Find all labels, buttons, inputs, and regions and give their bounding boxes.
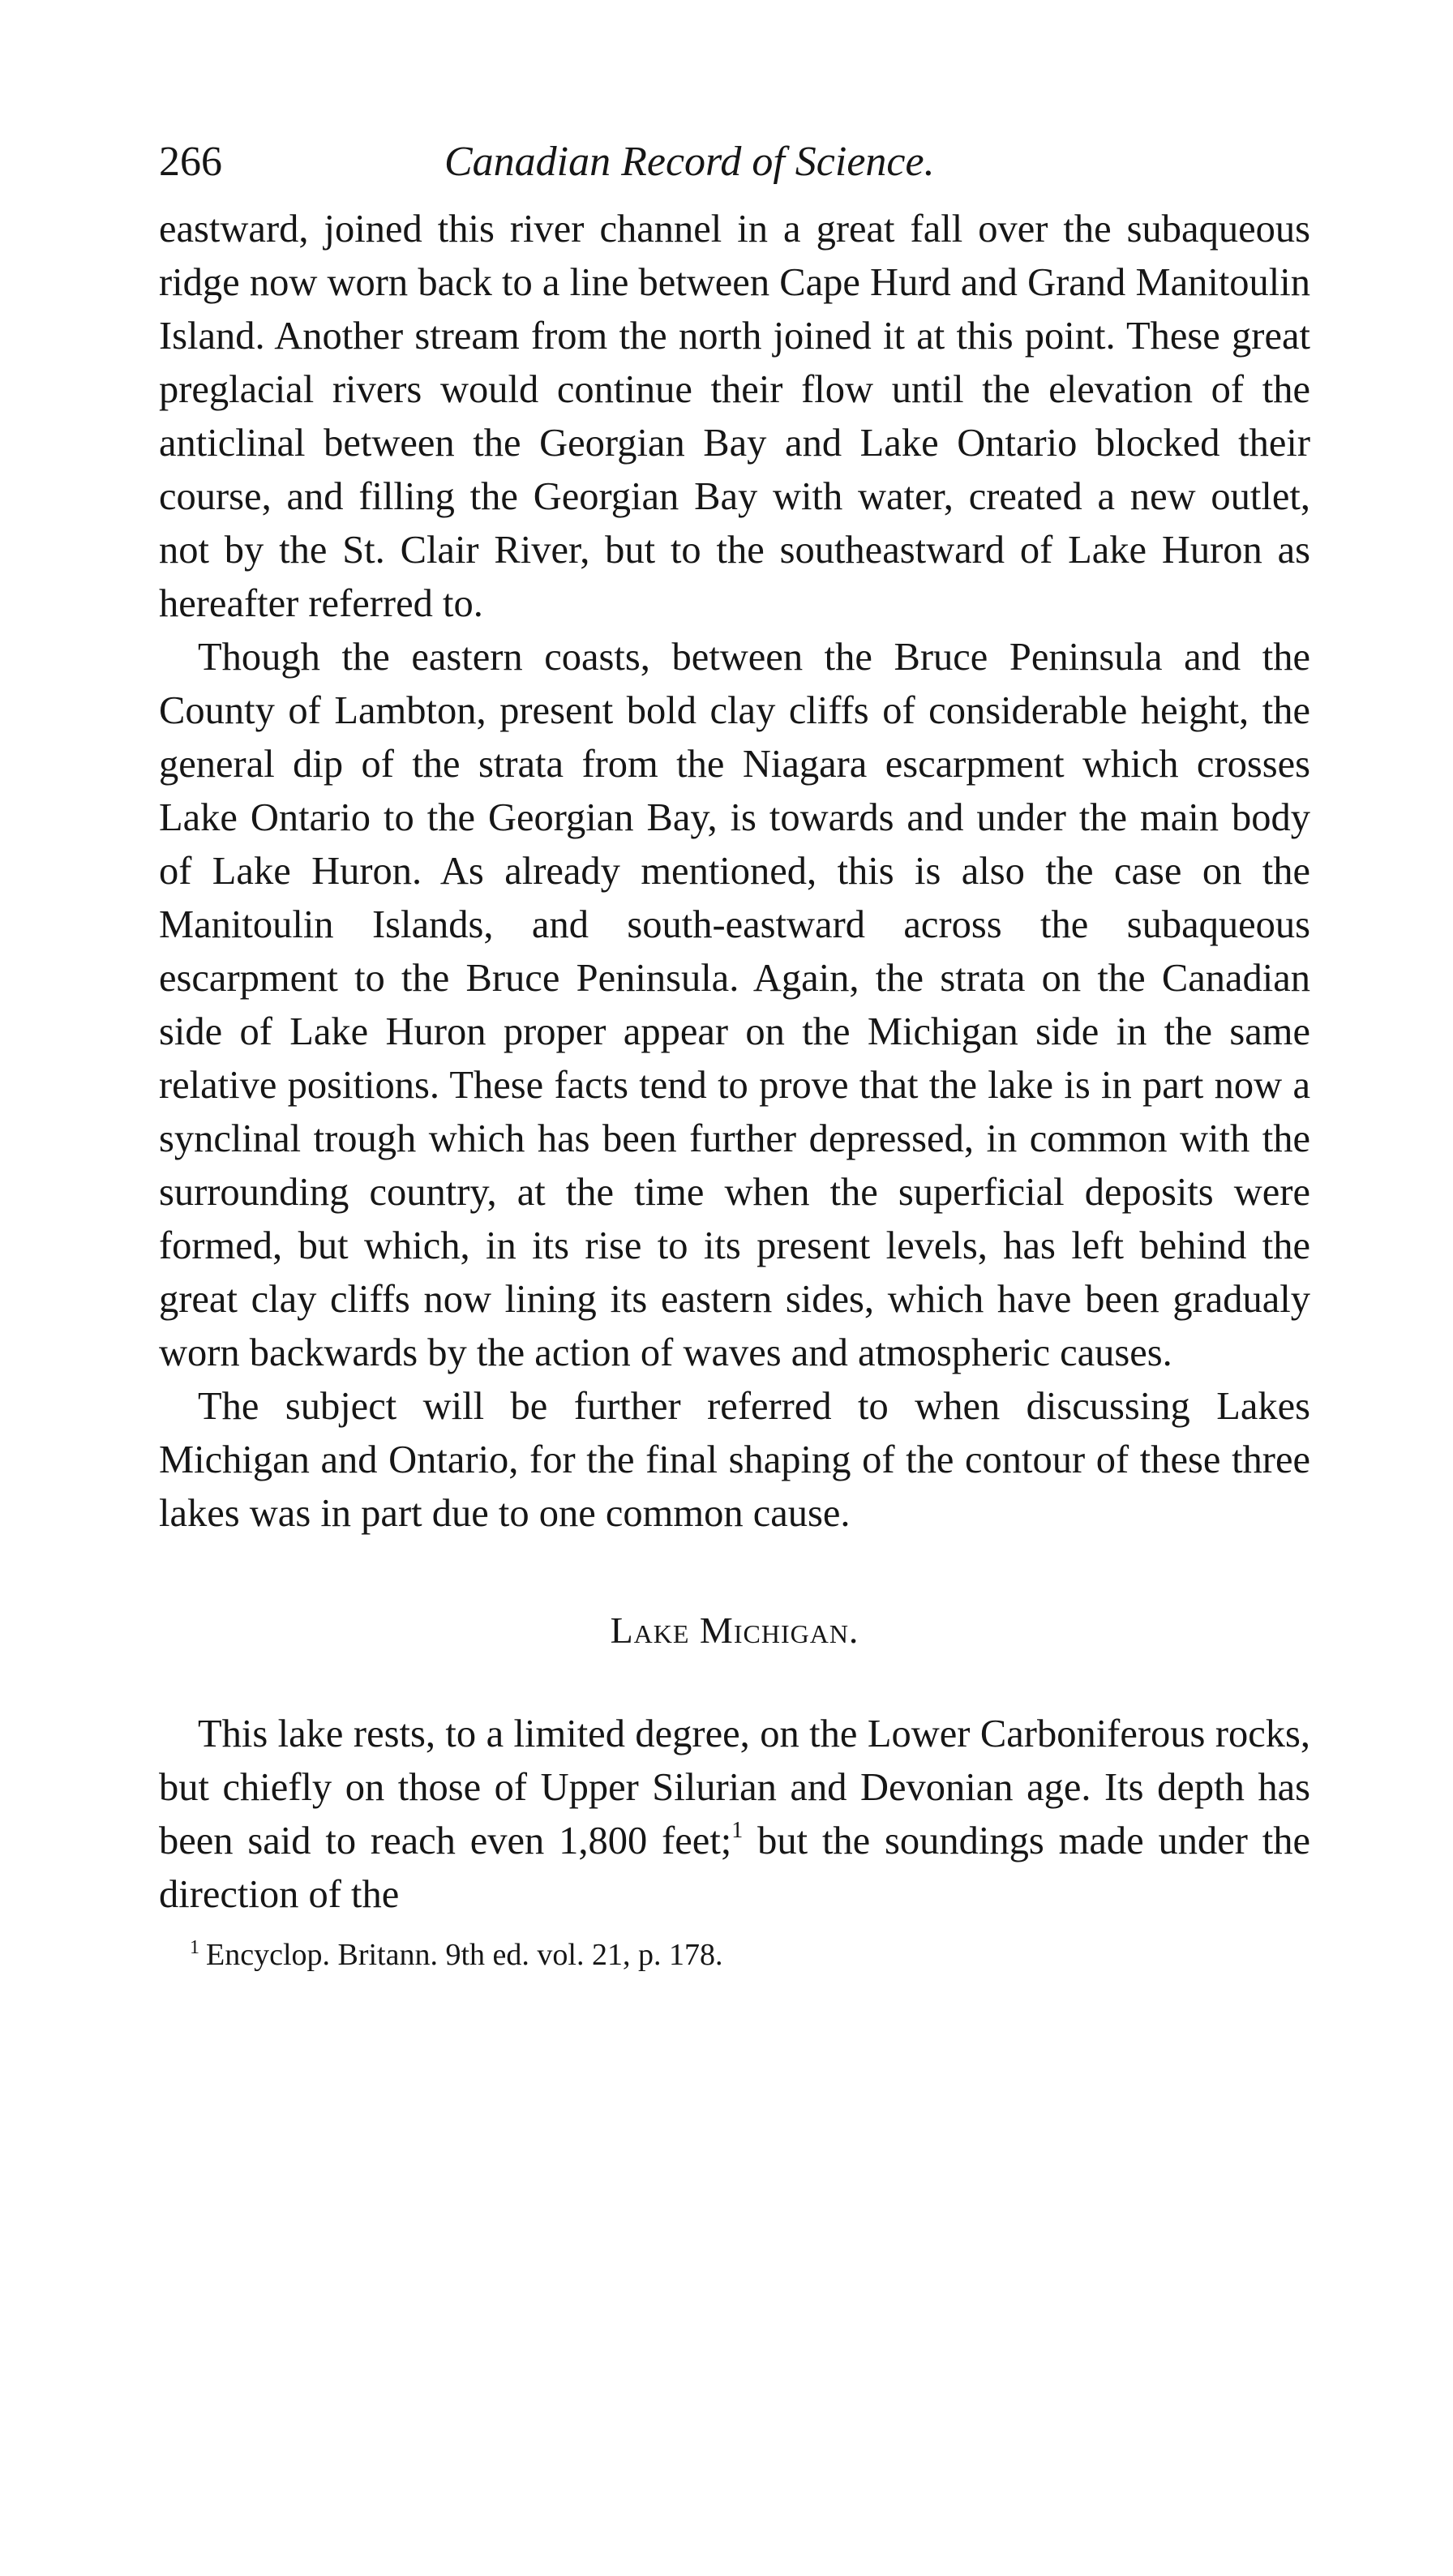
paragraph-4-tail: but the soundings made under the direction of the (159, 1819, 1310, 1916)
paragraph-4-text: This lake rests, to a limited degree, on the Lower Carboniferous rocks, but chiefly on those of Upper Silurian and Devonian age. Its depth has been said to reach even 1,800 feet; (159, 1712, 1310, 1862)
journal-title: Canadian Record of Science. (444, 139, 935, 185)
footnote-mark: 1 (190, 1937, 199, 1958)
paragraph-1: eastward, joined this river channel in a great fall over the subaqueous ridge now worn back to a line between Cape Hurd and Grand Manitoulin Island. Another stream from the north joined it at this point. These great preglacial rivers would continue their flow until the elevation of the anticlinal between the Georgian Bay and Lake Ontario blocked their course, and filling the Georgian Bay with water, created a new outlet, not by the St. Clair River, but to the southeastward of Lake Huron as hereafter referred to. (159, 208, 1310, 625)
paragraph-4 (159, 1708, 1310, 1922)
paragraph-2: Though the eastern coasts, between the Bruce Peninsula and the County of Lambton, present bold clay cliffs of considerable height, the general dip of the strata from the Niagara escarpment which crosses Lake Ontario to the Georgian Bay, is towards and under the main body of Lake Huron. As already mentioned, this is also the case on the Manitoulin Islands, and south-eastward across the subaqueous escarpment to the Bruce Peninsula. Again, the strata on the Canadian side of Lake Huron proper appear on the Michigan side in the same relative positions. These facts tend to prove that the lake is in part now a synclinal trough which has been further depressed, in common with the surrounding country, at the time when the superficial deposits were formed, but which, in its rise to its present levels, has left behind the great clay cliffs now lining its eastern sides, which have been gradualy worn backwards by the action of waves and atmospheric causes. (159, 636, 1310, 1374)
body-text (159, 203, 1310, 1922)
page-number: 266 (159, 139, 222, 185)
running-head (159, 122, 1310, 203)
footnote-text: Encyclop. Britann. 9th ed. vol. 21, p. 178. (206, 1938, 723, 1972)
book-page (159, 122, 1310, 1977)
paragraph-3: The subject will be further referred to when discussing Lakes Michigan and Ontario, for the final shaping of the contour of these three lakes was in part due to one common cause. (159, 1385, 1310, 1535)
section-heading: Lake Michigan. (610, 1609, 859, 1651)
footnote (159, 1933, 1310, 1977)
footnote-reference: 1 (731, 1818, 744, 1843)
